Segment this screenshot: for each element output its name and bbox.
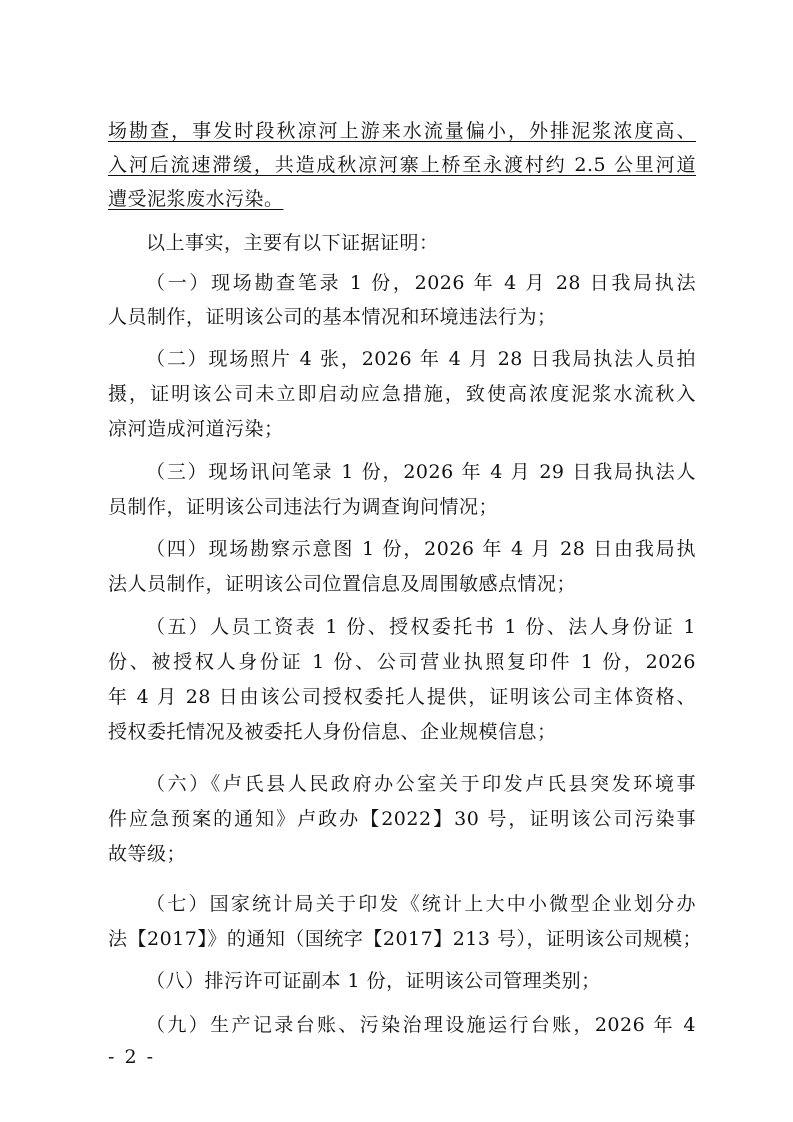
text-line-8: 摄，证明该公司未立即启动应急措施，致使高浓度泥浆水流秋入 (108, 383, 696, 405)
text-line-12: （四）现场勘察示意图 1 份，2026 年 4 月 28 日由我局执 (146, 538, 696, 560)
text-line-22: 法【2017】》的通知（国统字【2017】213 号），证明该公司规模； (108, 928, 703, 950)
text-line-24: （九）生产记录台账、污染治理设施运行台账，2026 年 4 (146, 1014, 696, 1036)
text-line-11: 员制作，证明该公司违法行为调查询问情况； (108, 496, 499, 518)
text-line-14: （五）人员工资表 1 份、授权委托书 1 份、法人身份证 1 (146, 616, 696, 638)
text-line-7: （二）现场照片 4 张，2026 年 4 月 28 日我局执法人员拍 (146, 348, 696, 370)
text-line-18: （六）《卢氏县人民政府办公室关于印发卢氏县突发环境事 (146, 773, 696, 795)
text-line-21: （七）国家统计局关于印发《统计上大中小微型企业划分办 (146, 893, 696, 915)
text-line-16: 年 4 月 28 日由该公司授权委托人提供，证明该公司主体资格、 (108, 686, 696, 708)
text-line-20: 故等级； (108, 843, 187, 865)
text-line-17: 授权委托情况及被委托人身份信息、企业规模信息； (108, 721, 557, 743)
text-line-15: 份、被授权人身份证 1 份、公司营业执照复印件 1 份，2026 (108, 651, 696, 673)
text-line-9: 凉河造成河道污染； (108, 418, 284, 440)
text-line-13: 法人员制作，证明该公司位置信息及周围敏感点情况； (108, 573, 577, 595)
text-line-6: 人员制作，证明该公司的基本情况和环境违法行为； (108, 306, 557, 328)
text-line-10: （三）现场讯问笔录 1 份，2026 年 4 月 29 日我局执法人 (146, 461, 696, 483)
text-line-5: （一）现场勘查笔录 1 份，2026 年 4 月 28 日我局执法 (146, 272, 696, 294)
text-line-4: 以上事实，主要有以下证据证明： (146, 232, 439, 254)
page-number: - 2 - (108, 1046, 156, 1068)
text-line-23: （八）排污许可证副本 1 份，证明该公司管理类别； (146, 970, 601, 992)
text-line-19: 件应急预案的通知》卢政办【2022】30 号，证明该公司污染事 (108, 808, 696, 830)
text-line-2: 入河后流速滞缓，共造成秋凉河寨上桥至永渡村约 2.5 公里河道 (108, 154, 696, 176)
text-line-1: 场勘查，事发时段秋凉河上游来水流量偏小，外排泥浆浓度高、 (108, 120, 696, 142)
text-line-3: 遭受泥浆废水污染。 (108, 188, 284, 210)
